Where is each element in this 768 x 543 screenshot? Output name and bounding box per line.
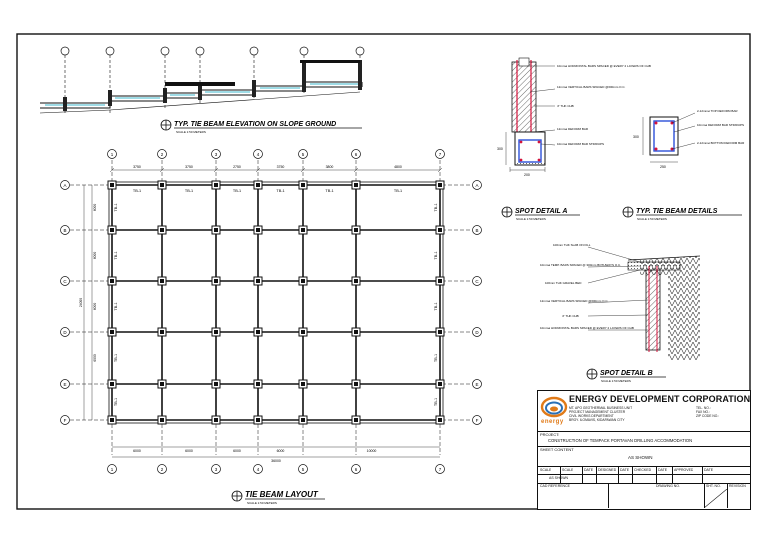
company-contact	[696, 406, 719, 418]
beam-label: TB-1	[184, 189, 194, 193]
column	[214, 418, 218, 422]
dimension-text: 3750	[185, 165, 193, 169]
grid-label-left: D	[63, 329, 67, 335]
dimension-text: 6000	[93, 302, 97, 311]
company-name: ENERGY DEVELOPMENT CORPORATION	[569, 394, 751, 404]
column	[301, 382, 305, 386]
detail-a-dim-v: 300	[497, 147, 503, 151]
grid-label-right: A	[475, 182, 479, 188]
approval-header: APPROVED	[674, 468, 694, 472]
value-row	[538, 474, 750, 475]
project-name: CONSTRUCTION OF TEMPACK PORTAVAN DRILLING ACCOMMODATION	[548, 438, 693, 443]
column	[301, 183, 305, 187]
column	[438, 330, 442, 334]
column	[438, 418, 442, 422]
beam-label: TB-1	[132, 189, 142, 193]
dimension-text: 6000	[93, 203, 97, 212]
grid-label-left: A	[63, 182, 67, 188]
tie-beam-note-1: 2-12mmø TOP DEFORM BAR	[697, 109, 738, 113]
dimension-text: 6000	[93, 354, 97, 362]
divider	[702, 466, 703, 483]
approval-header: DATE	[584, 468, 594, 472]
column	[110, 330, 114, 334]
column	[256, 228, 260, 232]
grid-label-right: F	[475, 417, 479, 423]
detail-a-note-5: 10mmø DEFORM BAR STIRRUPS	[557, 142, 605, 146]
layout-scale-note: SCALE 1:50 METERS	[247, 501, 277, 505]
dimension-text: 3800	[325, 165, 334, 169]
column	[438, 382, 442, 386]
column	[438, 183, 442, 187]
detail-b-note-1: 100mm THK SLAB ON FILL	[553, 243, 591, 247]
column	[110, 418, 114, 422]
dimension-text: 6000	[133, 449, 141, 453]
detail-a-dim: 200	[524, 173, 530, 177]
project-row	[538, 431, 750, 432]
divider	[582, 466, 583, 483]
column	[354, 418, 358, 422]
beam-label: TB-1	[114, 251, 118, 260]
grid-label-bottom: 1	[110, 467, 114, 472]
column	[438, 279, 442, 283]
column	[301, 228, 305, 232]
beam-label: TB-1	[434, 203, 438, 212]
project-label: PROJECT:	[540, 432, 560, 437]
column	[214, 330, 218, 334]
dimension-text: 4800	[394, 165, 402, 169]
beam-label: TB-1	[434, 302, 438, 311]
column	[354, 382, 358, 386]
column	[214, 183, 218, 187]
spot-detail-b-title	[587, 369, 666, 383]
dimension-text: 6000	[93, 251, 97, 260]
column	[160, 330, 164, 334]
spot-detail-a-drawing	[497, 58, 651, 177]
dimension-text: 3750	[133, 165, 141, 169]
column	[214, 382, 218, 386]
grid-label-right: E	[475, 381, 479, 387]
beam-label: TB-1	[434, 397, 438, 407]
dimension-text: 2750	[233, 165, 241, 169]
spot-detail-b-scale: SCALE 1:50 METERS	[601, 379, 631, 383]
approval-header: DATE	[658, 468, 668, 472]
approval-header: SCALE	[540, 468, 552, 472]
spot-detail-b-text: SPOT DETAIL B	[600, 370, 653, 377]
detail-b-note-6: 10mmø HORIZONTAL BARS SPACED @ EVERY 2 LAYERS OF CHB	[540, 326, 634, 330]
dimension-text: 6000	[233, 449, 241, 453]
dimension-text: 3750	[276, 165, 285, 169]
approval-header: DESIGNED	[598, 468, 617, 472]
grid-label-top: 1	[110, 152, 114, 157]
title-block	[537, 390, 751, 510]
dimension-text: 10000	[366, 449, 377, 453]
dimension-text: 6000	[185, 449, 193, 453]
tie-beam-layout-plan	[61, 150, 482, 474]
column	[214, 228, 218, 232]
beam-label: TB-1	[434, 353, 438, 363]
column	[301, 279, 305, 283]
address-line-2: PROJECT MANAGEMENT CLUSTER	[569, 410, 626, 414]
address-line-3: CIVIL WORKS DEPARTMENT	[569, 414, 614, 418]
grid-label-bottom: 4	[256, 467, 260, 472]
beam-label: TB-1	[114, 203, 118, 212]
column	[301, 418, 305, 422]
divider	[608, 483, 609, 508]
detail-a-note-1: 10mmø HORIZONTAL BARS SPACED @ EVERY 2 LAYERS OF CHB	[557, 64, 651, 68]
fax-label: FAX NO.:	[696, 410, 710, 414]
spot-detail-a-scale: SCALE 1:50 METERS	[516, 217, 546, 221]
column	[301, 330, 305, 334]
dimension-text: 6000	[276, 449, 285, 453]
company-address	[569, 406, 632, 422]
column	[256, 279, 260, 283]
column	[160, 279, 164, 283]
sheet-content-label: SHEET CONTENT	[540, 447, 574, 452]
zip-label: ZIP CODE NO.:	[696, 414, 720, 418]
column	[438, 228, 442, 232]
beam-label: TB-1	[276, 189, 285, 193]
divider	[596, 466, 597, 483]
grid-label-left: C	[63, 278, 67, 284]
divider	[656, 466, 657, 483]
column	[110, 228, 114, 232]
detail-b-note-3: 100mm THK GRAVEL BED	[545, 281, 582, 285]
beam-label: TB-1	[114, 353, 118, 363]
column	[110, 279, 114, 283]
grid-label-top: 7	[438, 152, 442, 157]
elevation-title	[161, 120, 362, 134]
beam-label: TB-1	[393, 189, 403, 193]
detail-b-note-2: 10mmø TEMP. BARS SPACED @ 300mm BOTHWAYS O.C.	[540, 263, 622, 267]
column	[160, 418, 164, 422]
tie-beam-detail-scale: SCALE 1:50 METERS	[637, 217, 667, 221]
tie-beam-detail-title	[623, 207, 742, 221]
column	[110, 382, 114, 386]
spot-detail-b-drawing	[540, 243, 700, 360]
beam-label: TB-1	[232, 189, 242, 193]
detail-b-note-5: 4" THK CHB	[562, 314, 579, 318]
column	[354, 330, 358, 334]
grid-label-top: 3	[214, 152, 218, 157]
column	[256, 382, 260, 386]
layout-title-text: TIE BEAM LAYOUT	[245, 490, 318, 499]
tie-beam-elevation	[40, 47, 364, 115]
logo-wordmark: energy	[541, 419, 564, 425]
approval-header: DATE	[620, 468, 630, 472]
tie-beam-note-3: 2-12mmø BOTTOM DEFORM BAR	[697, 141, 745, 145]
beam-label: TB-1	[114, 397, 118, 407]
approval-header: CHECKED	[634, 468, 652, 472]
grid-label-top: 4	[256, 152, 260, 157]
column	[256, 183, 260, 187]
divider	[727, 483, 728, 508]
layout-title	[232, 490, 325, 505]
tie-beam-detail-text: TYP. TIE BEAM DETAILS	[636, 208, 718, 215]
scale-value: AS SHOWN	[549, 476, 569, 480]
cad-reference-label: CAD REFERENCE	[540, 484, 570, 488]
grid-label-bottom: 5	[301, 467, 305, 472]
grid-label-bottom: 6	[354, 467, 358, 472]
grid-label-right: D	[475, 329, 479, 335]
grid-label-top: 2	[160, 152, 164, 157]
tie-beam-dim-w: 250	[660, 165, 666, 169]
divider	[632, 466, 633, 483]
column	[354, 279, 358, 283]
approval-header: DATE	[704, 468, 714, 472]
divider	[672, 466, 673, 483]
sheet-content-value: AS SHOWN	[628, 455, 653, 460]
column	[110, 183, 114, 187]
column	[160, 382, 164, 386]
beam-label: TB-1	[434, 251, 438, 260]
column	[160, 228, 164, 232]
header-row	[538, 466, 750, 467]
column	[354, 228, 358, 232]
overall-dimension: 36000	[271, 459, 281, 463]
grid-label-left: E	[63, 381, 67, 387]
tel-label: TEL. NO.:	[696, 406, 711, 410]
grid-label-bottom: 7	[438, 467, 442, 472]
approval-header: SCALE	[562, 468, 574, 472]
detail-a-note-4: 12mmø DEFORM BAR	[557, 127, 589, 131]
grid-label-right: C	[475, 278, 479, 284]
sheet-no-label: SHT. NO.	[706, 484, 721, 488]
address-line-1: MT. APO GEOTHERMAL BUSINESS UNIT	[569, 406, 633, 410]
grid-label-bottom: 3	[214, 467, 218, 472]
grid-label-top: 5	[301, 152, 305, 157]
grid-label-left: F	[63, 417, 67, 423]
column	[160, 183, 164, 187]
grid-label-left: B	[63, 227, 67, 233]
beam-label: TB-1	[114, 302, 118, 311]
tie-beam-section	[633, 109, 745, 169]
drawing-no-label: DRAWING NO.	[656, 484, 680, 488]
detail-a-note-3: 4" THK CHB	[557, 104, 574, 108]
tie-beam-dim-h: 300	[633, 135, 639, 139]
spot-detail-a-title	[502, 207, 580, 221]
spot-detail-a-text: SPOT DETAIL A	[515, 208, 568, 215]
column	[256, 418, 260, 422]
elevation-title-text: TYP. TIE BEAM ELEVATION ON SLOPE GROUND	[174, 121, 337, 128]
column	[354, 183, 358, 187]
tie-beam-note-2: 10mmø DEFORM BAR STIRRUPS	[697, 123, 745, 127]
grid-label-top: 6	[354, 152, 358, 157]
beam-label: TB-1	[325, 189, 334, 193]
sheet-no-slash	[704, 489, 727, 508]
column	[256, 330, 260, 334]
detail-b-note-4: 12mmø VERTICAL BARS SPACED @600mm O.C.	[540, 299, 609, 303]
address-line-4: BRGY. ILOMAVIS, KIDAPAWAN CITY	[569, 418, 625, 422]
overall-dimension: 24000	[79, 297, 83, 308]
column	[214, 279, 218, 283]
elevation-scale-note: SCALE 1:50 METERS	[176, 130, 206, 134]
grid-label-bottom: 2	[160, 467, 164, 472]
divider	[618, 466, 619, 483]
detail-a-note-2: 12mmø VERTICAL BARS SPACED @600mm O.C.	[557, 85, 626, 89]
grid-label-right: B	[475, 227, 479, 233]
revision-label: REVISION	[729, 484, 746, 488]
